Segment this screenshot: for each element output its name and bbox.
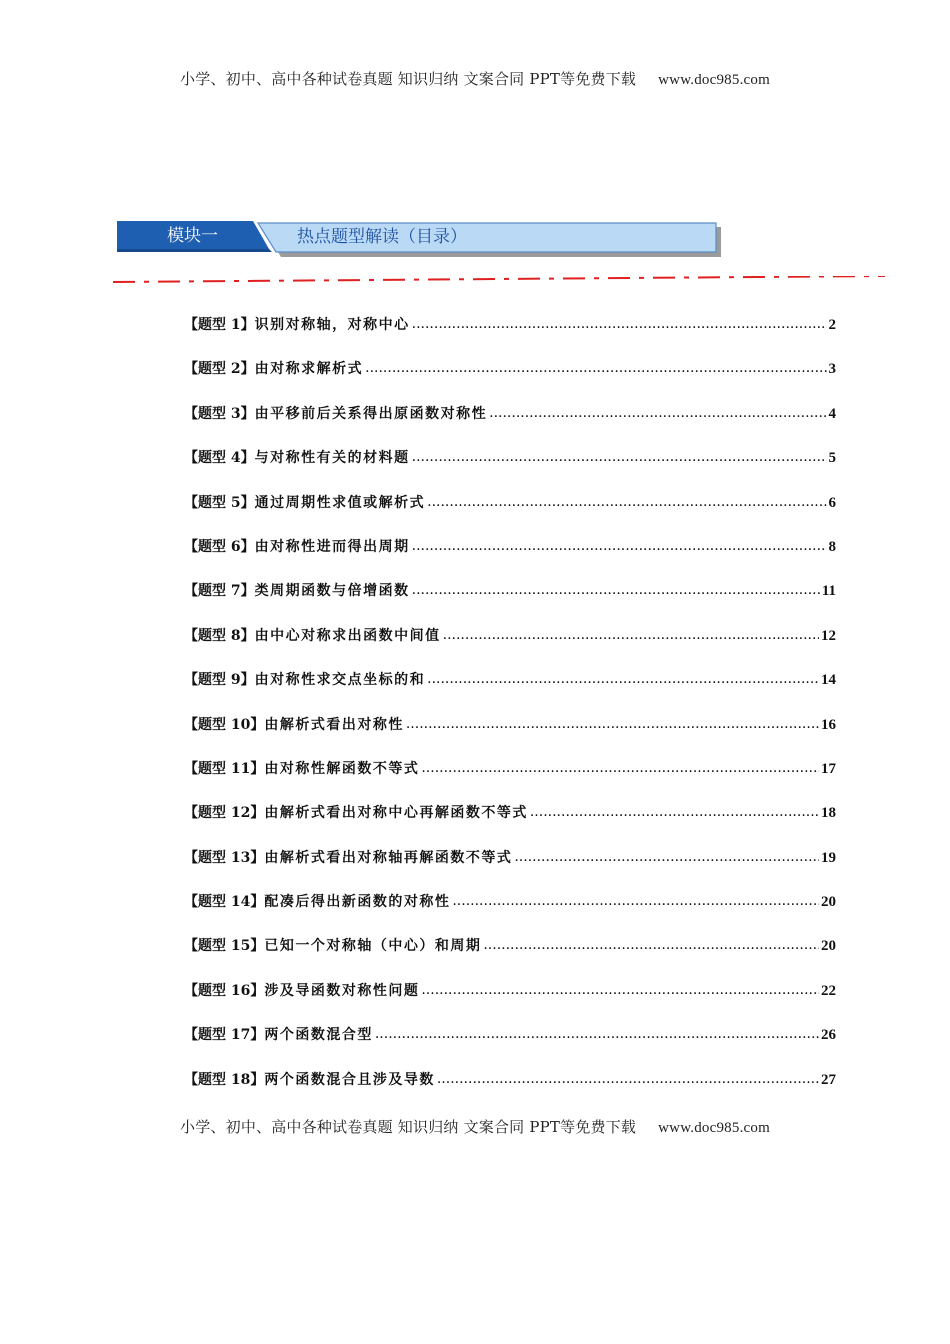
header-text: 小学、初中、高中各种试卷真题 知识归纳 文案合同 PPT等免费下载 bbox=[180, 70, 637, 88]
toc-title: 由中心对称求出函数中间值 bbox=[254, 627, 441, 644]
toc-tag: 【题型 6】 bbox=[184, 538, 255, 555]
toc-title: 类周期函数与倍增函数 bbox=[254, 583, 410, 600]
module-banner bbox=[117, 221, 723, 259]
toc-leader bbox=[412, 535, 827, 557]
toc-page: 5 bbox=[828, 450, 836, 467]
toc-entry-17[interactable] bbox=[184, 1024, 836, 1068]
toc-entry-6[interactable] bbox=[184, 536, 836, 580]
toc-title: 配凑后得出新函数的对称性 bbox=[264, 894, 451, 911]
module-title: 热点题型解读（目录） bbox=[297, 227, 467, 247]
toc-entry-7[interactable] bbox=[184, 580, 836, 624]
toc-title: 通过周期性求值或解析式 bbox=[254, 494, 426, 511]
toc-page: 16 bbox=[821, 716, 836, 733]
toc-leader bbox=[489, 402, 826, 424]
toc-entry-3[interactable] bbox=[184, 403, 836, 447]
toc-entry-15[interactable] bbox=[184, 935, 836, 979]
toc-title: 已知一个对称轴（中心）和周期 bbox=[264, 938, 482, 955]
toc-entry-4[interactable] bbox=[184, 447, 836, 491]
toc-page: 12 bbox=[821, 627, 836, 644]
toc-entry-16[interactable] bbox=[184, 980, 836, 1024]
toc-tag: 【题型 12】 bbox=[184, 805, 265, 822]
toc-entry-5[interactable] bbox=[184, 492, 836, 536]
toc-title: 由解析式看出对称轴再解函数不等式 bbox=[264, 849, 513, 866]
page-header bbox=[0, 68, 950, 89]
toc-entry-13[interactable] bbox=[184, 847, 836, 891]
toc-tag: 【题型 10】 bbox=[184, 716, 265, 733]
module-label: 模块一 bbox=[167, 226, 218, 246]
toc-title: 由对称求解析式 bbox=[254, 361, 364, 378]
toc-tag: 【题型 13】 bbox=[184, 849, 265, 866]
toc-leader bbox=[412, 446, 827, 468]
toc-tag: 【题型 16】 bbox=[184, 982, 265, 999]
toc-title: 由对称性求交点坐标的和 bbox=[254, 672, 426, 689]
toc-page: 6 bbox=[828, 494, 836, 511]
toc-leader bbox=[443, 624, 819, 646]
toc-title: 由对称性解函数不等式 bbox=[264, 760, 420, 777]
table-of-contents bbox=[184, 314, 836, 1113]
dash-dot-divider bbox=[113, 276, 885, 284]
toc-entry-11[interactable] bbox=[184, 758, 836, 802]
toc-leader bbox=[406, 713, 819, 735]
toc-page: 2 bbox=[828, 317, 836, 333]
toc-page: 19 bbox=[821, 849, 836, 866]
toc-entry-9[interactable] bbox=[184, 669, 836, 713]
toc-tag: 【题型 3】 bbox=[184, 405, 255, 422]
toc-leader bbox=[514, 846, 819, 868]
toc-title: 涉及导函数对称性问题 bbox=[264, 982, 420, 999]
toc-leader bbox=[427, 491, 826, 513]
toc-entry-1[interactable] bbox=[184, 314, 836, 358]
header-url[interactable]: www.doc985.com bbox=[658, 72, 770, 88]
toc-title: 由解析式看出对称中心再解函数不等式 bbox=[264, 805, 528, 822]
toc-entry-10[interactable] bbox=[184, 714, 836, 758]
toc-tag: 【题型 15】 bbox=[184, 938, 265, 955]
toc-page: 20 bbox=[821, 938, 836, 955]
toc-leader bbox=[530, 801, 819, 823]
toc-page: 14 bbox=[821, 672, 836, 689]
toc-page: 26 bbox=[821, 1027, 836, 1044]
toc-title: 与对称性有关的材料题 bbox=[254, 450, 410, 467]
toc-page: 22 bbox=[821, 982, 836, 999]
toc-page: 4 bbox=[828, 405, 836, 422]
toc-title: 由平移前后关系得出原函数对称性 bbox=[254, 405, 488, 422]
toc-tag: 【题型 17】 bbox=[184, 1027, 265, 1044]
toc-page: 20 bbox=[821, 894, 836, 911]
toc-entry-2[interactable] bbox=[184, 358, 836, 402]
toc-page: 17 bbox=[821, 760, 836, 777]
toc-title: 由解析式看出对称性 bbox=[264, 716, 404, 733]
toc-entry-18[interactable] bbox=[184, 1069, 836, 1113]
toc-leader bbox=[412, 579, 820, 601]
toc-tag: 【题型 5】 bbox=[184, 494, 255, 511]
toc-title: 两个函数混合型 bbox=[264, 1027, 373, 1044]
toc-tag: 【题型 1】 bbox=[184, 317, 255, 333]
footer-text: 小学、初中、高中各种试卷真题 知识归纳 文案合同 PPT等免费下载 bbox=[180, 1118, 637, 1136]
toc-page: 27 bbox=[821, 1071, 836, 1088]
toc-entry-8[interactable] bbox=[184, 625, 836, 669]
footer-url[interactable]: www.doc985.com bbox=[658, 1120, 770, 1136]
toc-leader bbox=[421, 757, 819, 779]
toc-title: 两个函数混合且涉及导数 bbox=[264, 1071, 435, 1088]
toc-tag: 【题型 8】 bbox=[184, 627, 255, 644]
toc-page: 8 bbox=[828, 538, 836, 555]
toc-entry-14[interactable] bbox=[184, 891, 836, 935]
toc-leader bbox=[421, 979, 819, 1001]
toc-leader bbox=[483, 934, 819, 956]
toc-leader bbox=[452, 890, 819, 912]
toc-leader bbox=[375, 1023, 819, 1045]
toc-leader bbox=[427, 668, 819, 690]
toc-tag: 【题型 7】 bbox=[184, 583, 255, 600]
toc-tag: 【题型 2】 bbox=[184, 361, 255, 378]
toc-title: 识别对称轴，对称中心 bbox=[254, 317, 410, 333]
toc-leader bbox=[412, 313, 827, 335]
page-footer bbox=[0, 1116, 950, 1137]
toc-page: 3 bbox=[828, 361, 836, 378]
toc-page: 18 bbox=[821, 805, 836, 822]
toc-leader bbox=[365, 357, 826, 379]
toc-tag: 【题型 4】 bbox=[184, 450, 255, 467]
toc-entry-12[interactable] bbox=[184, 802, 836, 846]
toc-leader bbox=[437, 1068, 819, 1090]
toc-page: 11 bbox=[821, 583, 836, 600]
toc-tag: 【题型 11】 bbox=[184, 760, 265, 777]
toc-tag: 【题型 18】 bbox=[184, 1071, 265, 1088]
toc-title: 由对称性进而得出周期 bbox=[254, 538, 410, 555]
toc-tag: 【题型 9】 bbox=[184, 672, 255, 689]
toc-tag: 【题型 14】 bbox=[184, 894, 265, 911]
